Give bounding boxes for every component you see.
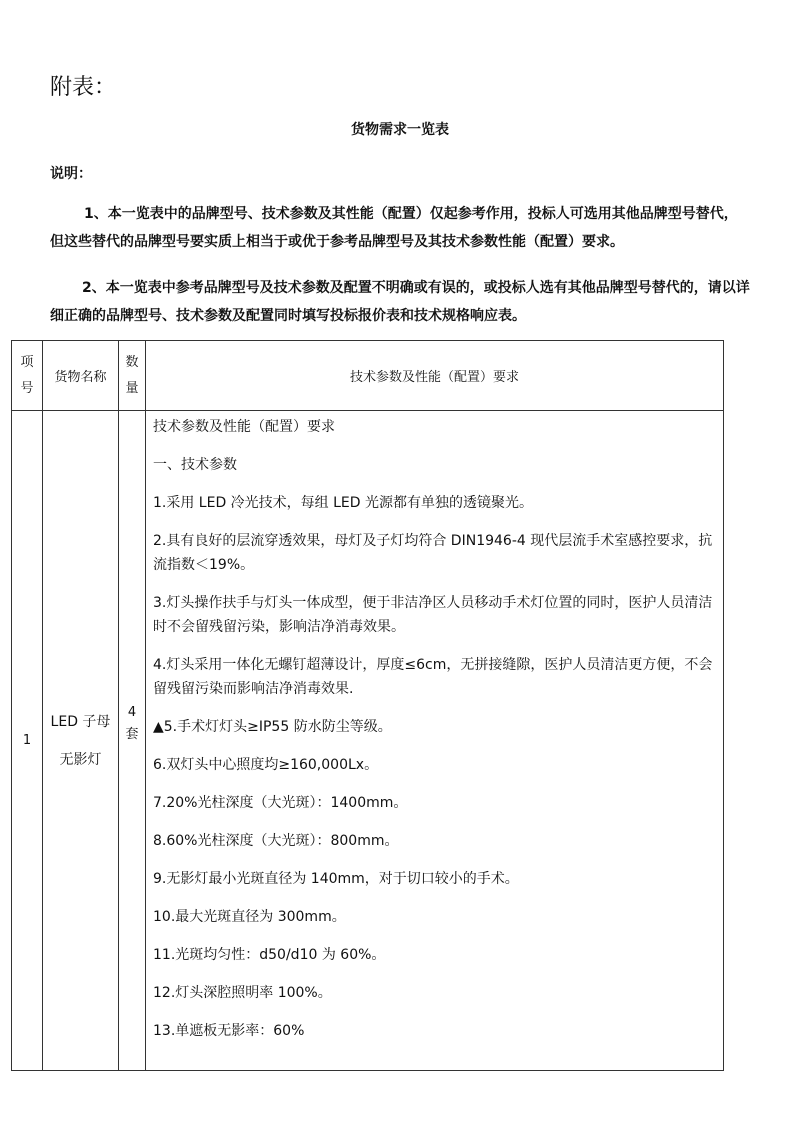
spec-line: 6.双灯头中心照度均≥160,000Lx。 bbox=[153, 757, 379, 773]
document-title: 货物需求一览表 bbox=[351, 122, 449, 138]
spec-line: 10.最大光斑直径为 300mm。 bbox=[153, 909, 346, 925]
spec-line: 技术参数及性能（配置）要求 bbox=[153, 419, 335, 435]
table-header-row bbox=[12, 341, 724, 411]
spec-line: 11.光斑均匀性：d50/d10 为 60%。 bbox=[153, 947, 386, 963]
header-goods-name: 货物名称 bbox=[43, 341, 119, 411]
spec-line: 3.灯头操作扶手与灯头一体成型，便于非洁净区人员移动手术灯位置的同时，医护人员清洁时不会留残留污染，影响洁净消毒效果。 bbox=[153, 595, 713, 635]
table-row bbox=[12, 411, 724, 1071]
header-quantity: 数 量 bbox=[119, 341, 146, 411]
header-item-no: 项 号 bbox=[12, 341, 43, 411]
spec-line: 1.采用 LED 冷光技术，每组 LED 光源都有单独的透镜聚光。 bbox=[153, 495, 534, 511]
spec-line: 7.20%光柱深度（大光斑）：1400mm。 bbox=[153, 795, 408, 811]
row-spec bbox=[146, 411, 724, 1071]
spec-line: 一、技术参数 bbox=[153, 457, 237, 473]
row-quantity: 4 套 bbox=[119, 411, 146, 1071]
note-label: 说明： bbox=[50, 166, 92, 182]
spec-line: 12.灯头深腔照明率 100%。 bbox=[153, 985, 332, 1001]
spec-line: 8.60%光柱深度（大光斑）：800mm。 bbox=[153, 833, 399, 849]
requirements-table bbox=[11, 340, 724, 1071]
spec-line: 2.具有良好的层流穿透效果，母灯及子灯均符合 DIN1946-4 现代层流手术室感控要求，抗流指数＜19%。 bbox=[153, 533, 713, 573]
note-paragraph-2: 2、本一览表中参考品牌型号及技术参数及配置不明确或有误的，或投标人选有其他品牌型号替代的，请以详细正确的品牌型号、技术参数及配置同时填写投标报价表和技术规格响应表。 bbox=[50, 280, 750, 324]
spec-line: 4.灯头采用一体化无螺钉超薄设计，厚度≤6cm，无拼接缝隙，医护人员清洁更方便，不会留残留污染而影响洁净消毒效果. bbox=[153, 657, 713, 697]
appendix-label: 附表： bbox=[50, 75, 117, 100]
row-goods-name: LED 子母 无影灯 bbox=[43, 411, 119, 1071]
spec-line: 9.无影灯最小光斑直径为 140mm，对于切口较小的手术。 bbox=[153, 871, 519, 887]
spec-line: ▲5.手术灯灯头≥IP55 防水防尘等级。 bbox=[153, 719, 392, 735]
header-spec: 技术参数及性能（配置）要求 bbox=[146, 341, 724, 411]
row-item-no: 1 bbox=[12, 411, 43, 1071]
note-paragraph-1: 1、本一览表中的品牌型号、技术参数及其性能（配置）仅起参考作用，投标人可选用其他品牌型号替代，但这些替代的品牌型号要实质上相当于或优于参考品牌型号及其技术参数性能（配置）要求。 bbox=[50, 206, 738, 250]
spec-line: 13.单遮板无影率：60% bbox=[153, 1023, 305, 1039]
